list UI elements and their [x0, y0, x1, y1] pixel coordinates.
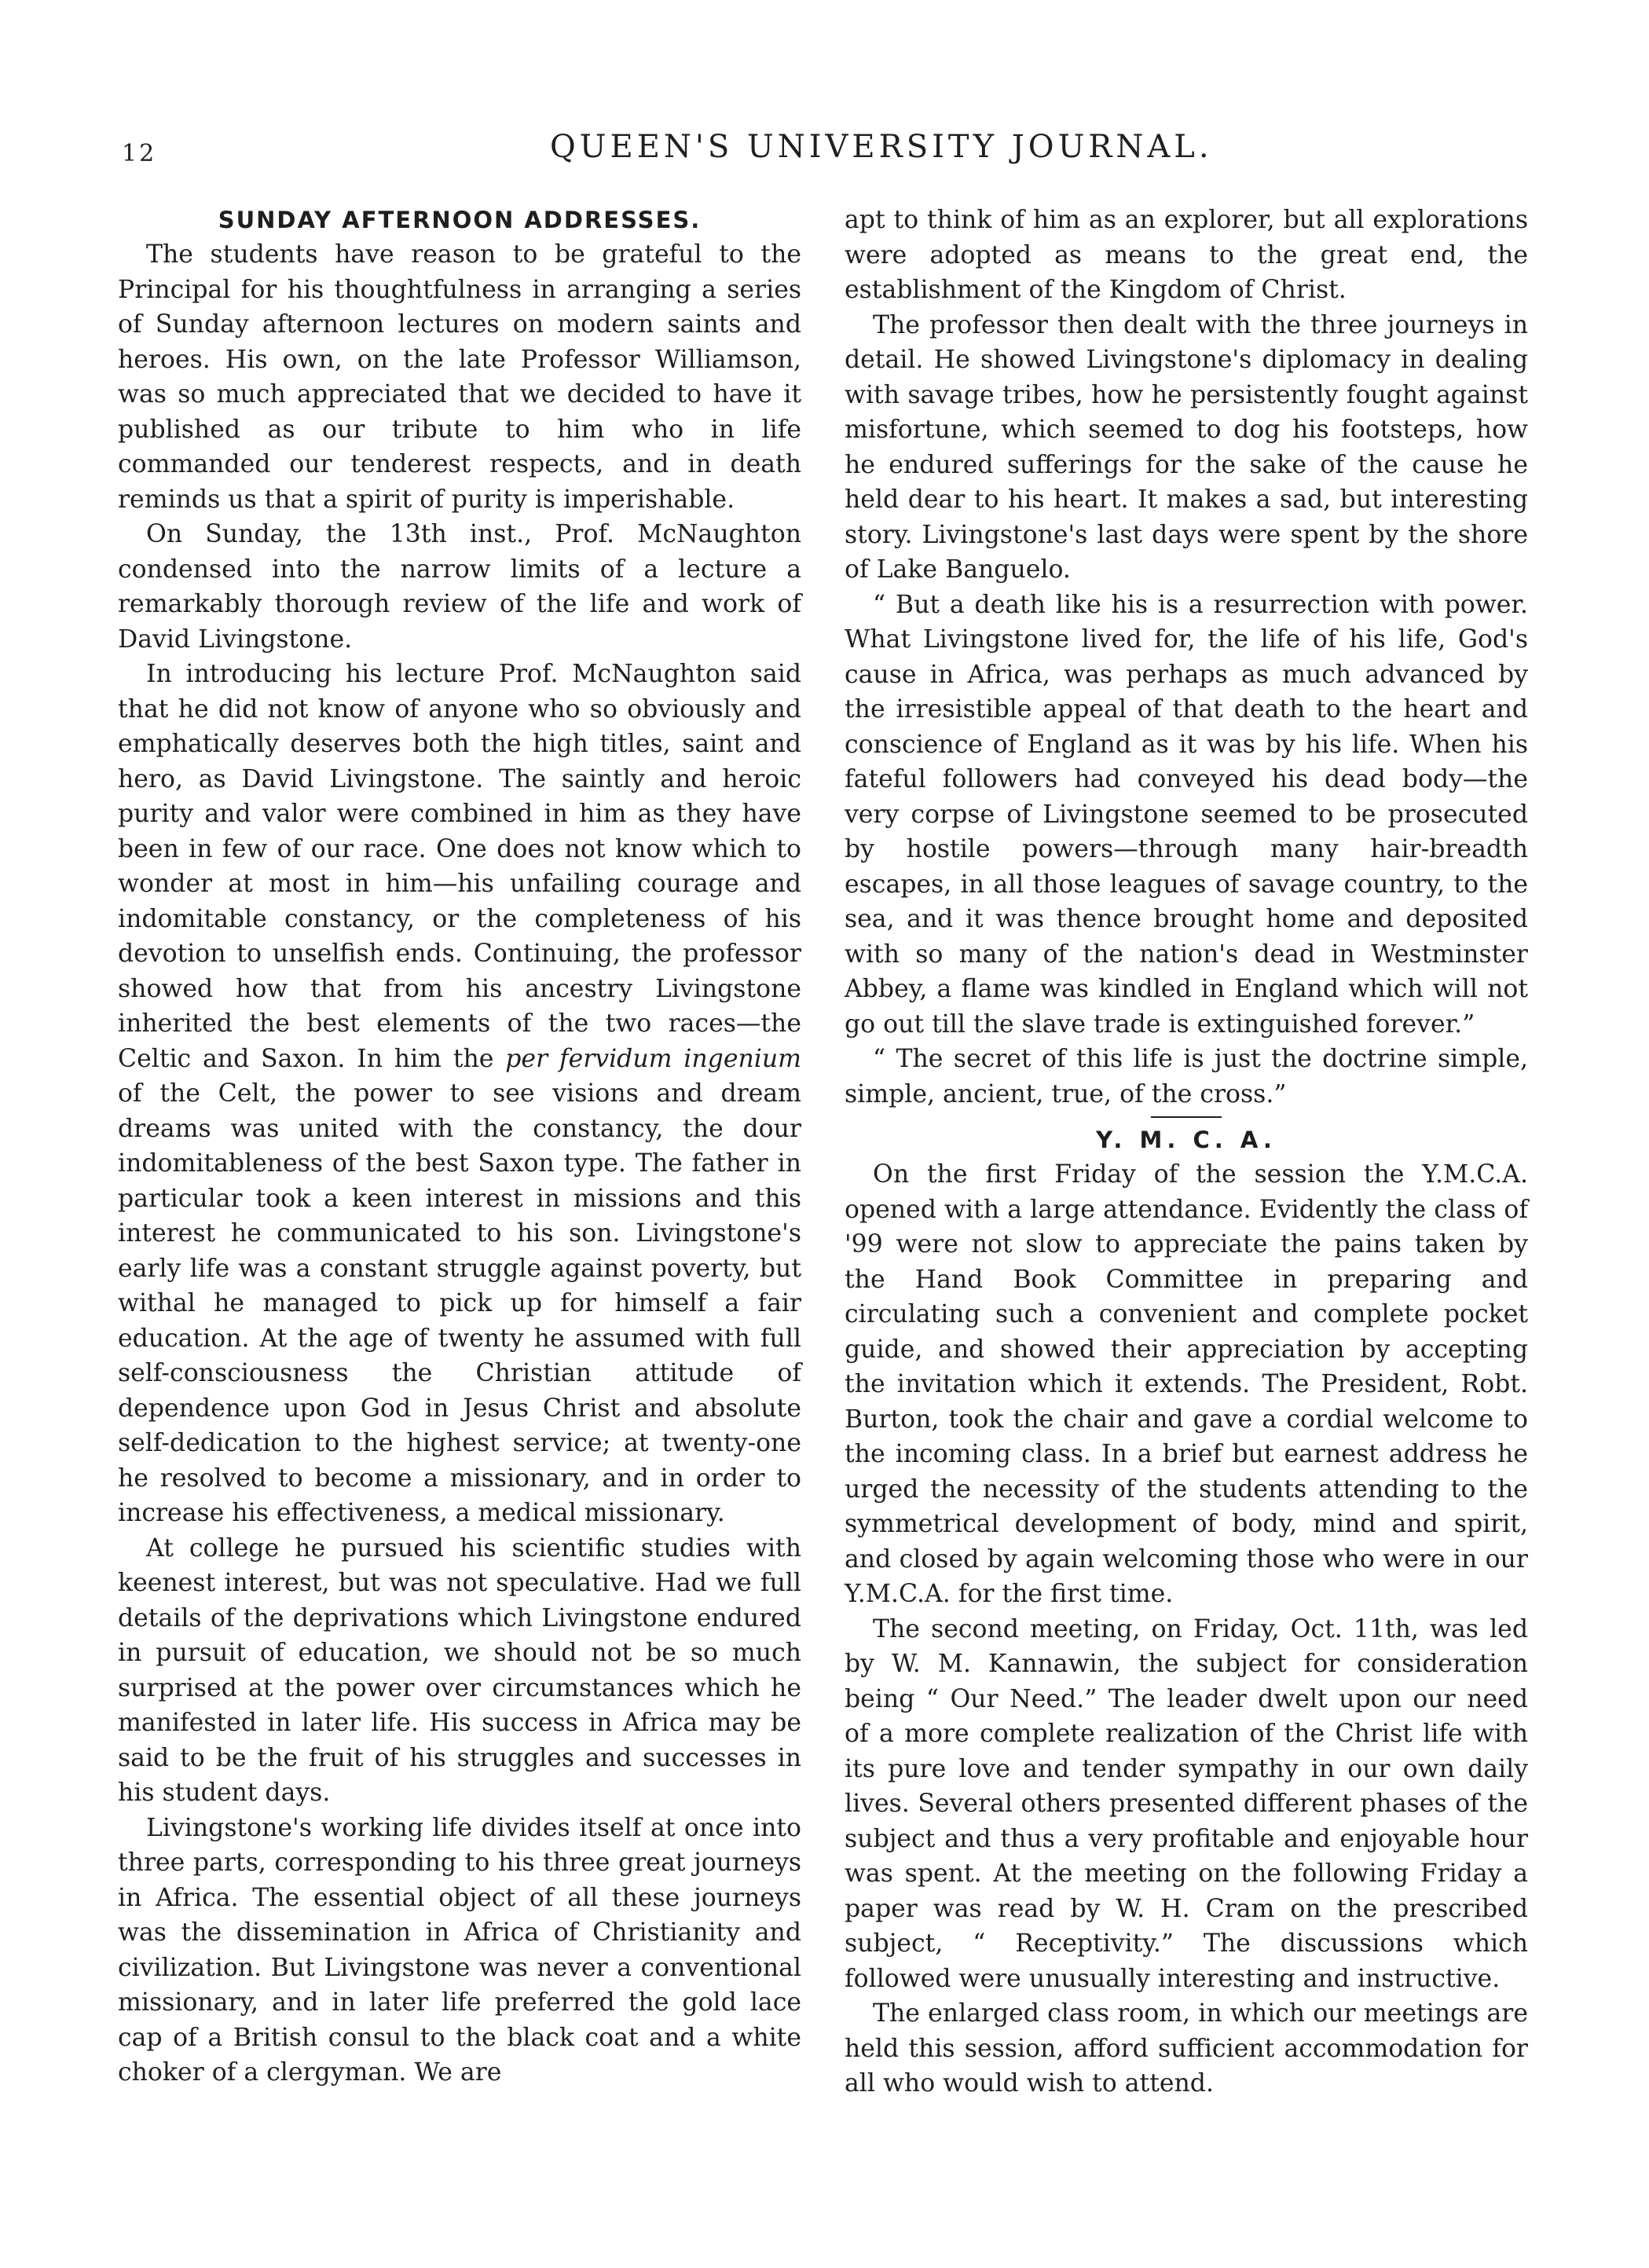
- running-head: QUEEN'S UNIVERSITY JOURNAL.: [550, 129, 1213, 165]
- paragraph: “ But a death like his is a resurrection with power. What Livingstone lived for, the life of his life, God's cause in Africa, was perhaps as much advanced by the irresistible appeal of that death to the heart and conscience of England as it was by his life. When his fateful followers had conveyed his dead body—the very corpse of Livingstone seemed to be prosecuted by hostile powers—through many hair-breadth escapes, in all those leagues of savage country, to the sea, and it was thence brought home and deposited with so many of the nation's dead in Westminster Abbey, a flame was kindled in England which will not go out till the slave trade is extinguished forever.”: [845, 590, 1528, 1039]
- paragraph-continued: apt to think of him as an explorer, but all explorations were adopted as means to the great end, the establishment of the Kingdom of Christ.: [845, 206, 1528, 304]
- paragraph: On the first Friday of the session the Y.M.C.A. opened with a large attendance. Evidently the class of '99 were not slow to appreciate the pains taken by the Hand Book Committee in preparing and circulating such a convenient and complete pocket guide, and showed their appreciation by accepting the invitation which it extends. The President, Robt. Burton, took the chair and gave a cordial welcome to the incoming class. In a brief but earnest address he urged the necessity of the students attending to the symmetrical development of body, mind and spirit, and closed by again welcoming those who were in our Y.M.C.A. for the first time.: [845, 1160, 1528, 1608]
- paragraph: At college he pursued his scientific studies with keenest interest, but was not speculative. Had we full details of the deprivations which Livingstone endured in pursuit of education, we should not be so much surprised at the power over circumstances which he manifested in later life. His success in Africa may be said to be the fruit of his struggles and successes in his student days.: [118, 1533, 801, 1807]
- text-run: of the Celt, the power to see visions and dream dreams was united with the constancy, the dour indomitableness of the best Saxon type. The father in particular took a keen interest in missions and this interest he communicated to his son. Livingstone's early life was a constant struggle against poverty, but withal he managed to pick up for himself a fair education. At the age of twenty he assumed with full self-consciousness the Christian attitude of dependence upon God in Jesus Christ and absolute self-dedication to the highest service; at twenty-one he resolved to become a missionary, and in order to increase his effectiveness, a medical missionary.: [118, 1079, 801, 1527]
- right-column: [845, 203, 1528, 2101]
- paragraph: [118, 657, 801, 1531]
- paragraph: Livingstone's working life divides itself at once into three parts, corresponding to his three great journeys in Africa. The essential object of all these journeys was the dissemination in Africa of Christianity and civilization. But Livingstone was never a conventional missionary, and in later life preferred the gold lace cap of a British consul to the black coat and a white choker of a clergyman. We are: [118, 1813, 801, 2087]
- paragraph: The enlarged class room, in which our meetings are held this session, afford sufficient accommodation for all who would wish to attend.: [845, 1999, 1528, 2098]
- page-number: 12: [122, 140, 157, 167]
- left-column: [118, 203, 801, 2090]
- paragraph: On Sunday, the 13th inst., Prof. McNaughton condensed into the narrow limits of a lecture a remarkably thorough review of the life and work of David Livingstone.: [118, 520, 801, 654]
- latin-phrase: per fervidum ingenium: [505, 1044, 801, 1073]
- paragraph: The students have reason to be grateful to the Principal for his thoughtfulness in arranging a series of Sunday afternoon lectures on modern saints and heroes. His own, on the late Professor Williamson, was so much appreciated that we decided to have it published as our tribute to him who in life commanded our tenderest respects, and in death reminds us that a spirit of purity is imperishable.: [118, 240, 801, 514]
- section-heading-sunday-addresses: SUNDAY AFTERNOON ADDRESSES.: [218, 207, 702, 233]
- paragraph: The professor then dealt with the three journeys in detail. He showed Livingstone's diplomacy in dealing with savage tribes, how he persistently fought against misfortune, which seemed to dog his footsteps, how he endured sufferings for the sake of the cause he held dear to his heart. It makes a sad, but interesting story. Livingstone's last days were spent by the shore of Lake Banguelo.: [845, 310, 1528, 584]
- section-heading-ymca: Y. M. C. A.: [1096, 1127, 1277, 1153]
- paragraph: The second meeting, on Friday, Oct. 11th, was led by W. M. Kannawin, the subject for consideration being “ Our Need.” The leader dwelt upon our need of a more complete realization of the Christ life with its pure love and tender sympathy in our own daily lives. Several others presented different phases of the subject and thus a very profitable and enjoyable hour was spent. At the meeting on the following Friday a paper was read by W. H. Cram on the prescribed subject, “ Receptivity.” The discussions which followed were unusually interesting and instructive.: [845, 1614, 1528, 1993]
- text-run: In introducing his lecture Prof. McNaughton said that he did not know of anyone who so obviously and emphatically deserves both the high titles, saint and hero, as David Livingstone. The saintly and heroic purity and valor were combined in him as they have been in few of our race. One does not know which to wonder at most in him—his unfailing courage and indomitable constancy, or the completeness of his devotion to unselfish ends. Continuing, the professor showed how that from his ancestry Livingstone inherited the best elements of the two races—the Celtic and Saxon. In him the: [118, 660, 801, 1073]
- paragraph: “ The secret of this life is just the doctrine simple, simple, ancient, true, of the cross.”: [845, 1045, 1528, 1108]
- section-divider: [1151, 1116, 1222, 1118]
